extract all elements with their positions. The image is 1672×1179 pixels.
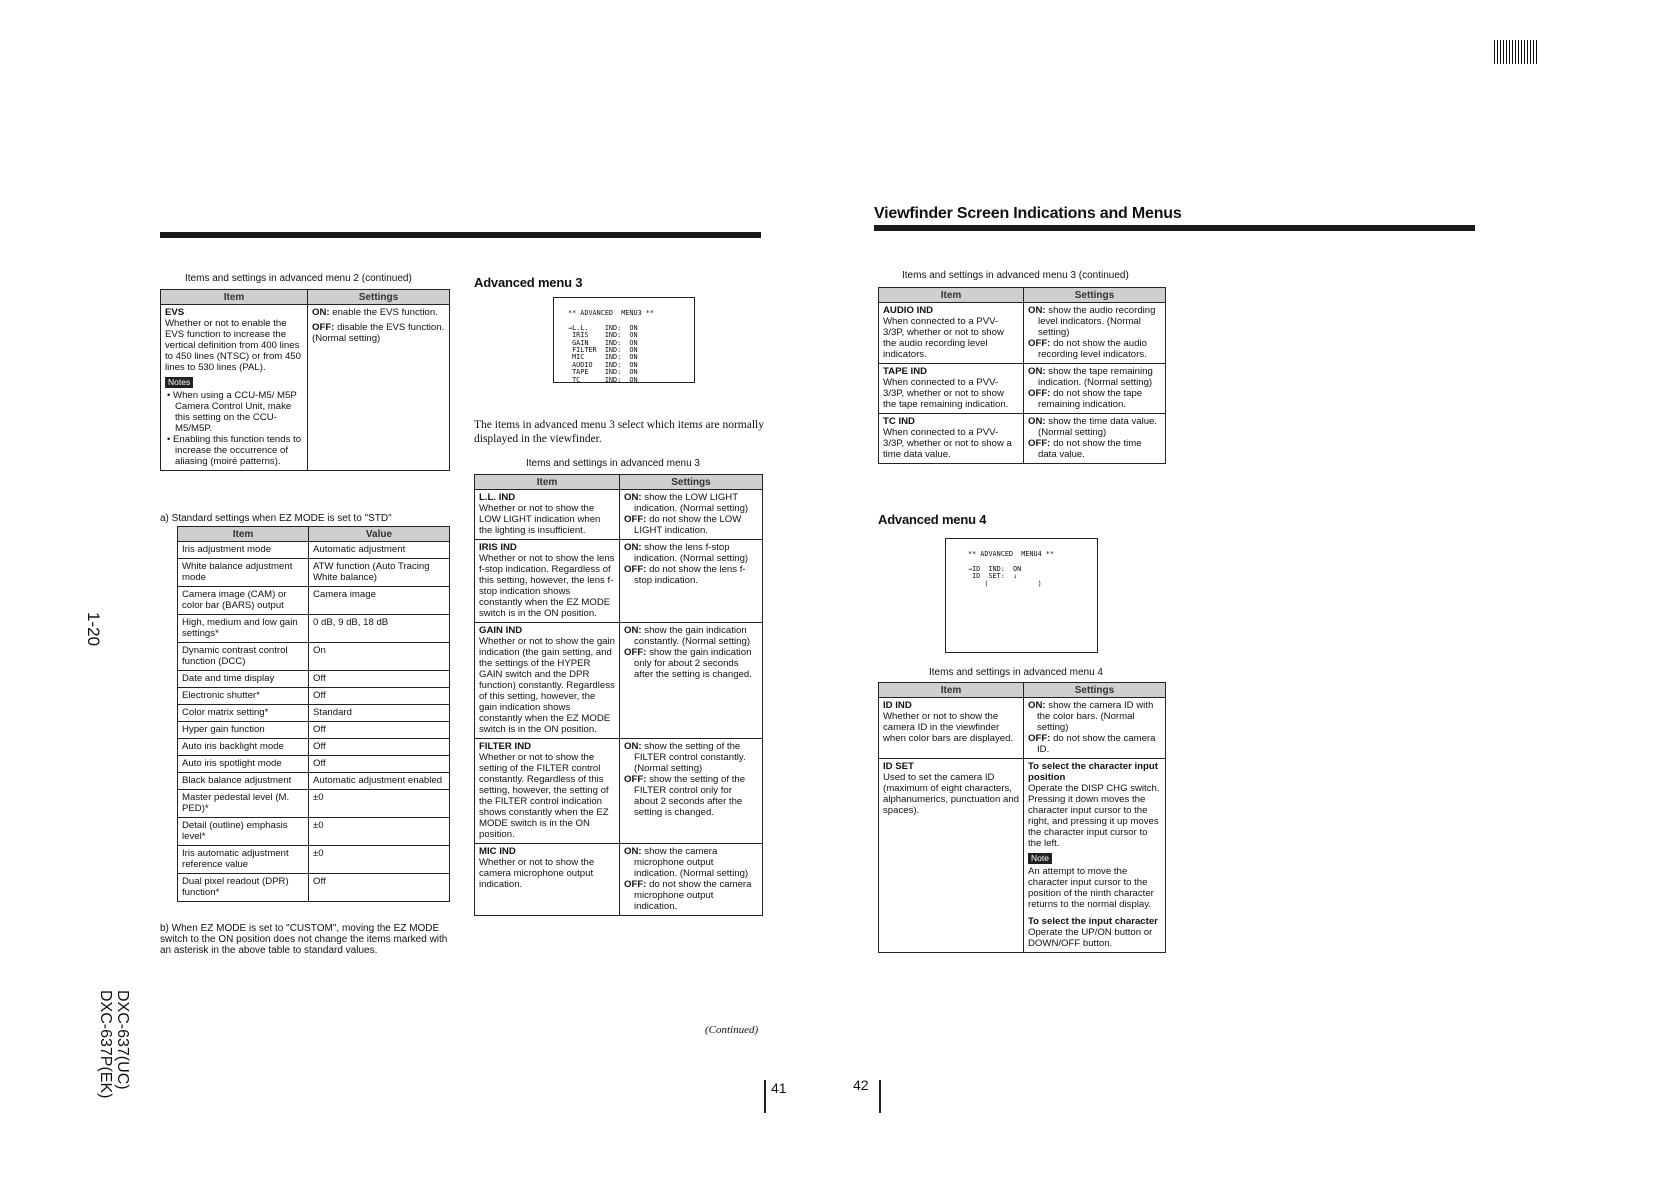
setting-on: ON: show the audio recording level indicators. (Normal setting) <box>1028 305 1156 338</box>
table-row <box>178 688 450 705</box>
select-character-text: Operate the UP/ON button or DOWN/OFF button. <box>1028 927 1153 949</box>
evs-settings-cell <box>308 305 450 471</box>
std-item-cell: Dynamic contrast control function (DCC) <box>178 643 309 671</box>
item-name: TAPE IND <box>883 366 928 377</box>
notes-label: Notes <box>165 377 193 388</box>
setting-off: OFF: do not show the camera ID. <box>1028 733 1156 755</box>
table-row <box>178 705 450 722</box>
settings-cell <box>620 739 763 844</box>
item-name: EVS <box>165 307 185 318</box>
std-item-cell: High, medium and low gain settings* <box>178 615 309 643</box>
standard-settings-table <box>177 526 450 902</box>
item-cell <box>475 739 620 844</box>
item-name: L.L. IND <box>479 492 516 503</box>
header-rule-left <box>160 232 761 238</box>
page-number-42: 42 <box>853 1077 869 1093</box>
menu4-table <box>878 682 1166 953</box>
setting-on: ON: show the camera ID with the color bars. (Normal setting) <box>1028 700 1154 733</box>
item-name: GAIN IND <box>479 625 523 636</box>
setting-on: ON: show the lens f-stop indication. (Normal setting) <box>624 542 749 564</box>
std-value-cell: ±0 <box>309 818 450 846</box>
item-description: When connected to a PVV-3/3P, whether or not to show the audio recording level indicators. <box>883 316 1004 360</box>
table-row <box>178 587 450 615</box>
column-header-item: Item <box>178 527 309 542</box>
std-value-cell: 0 dB, 9 dB, 18 dB <box>309 615 450 643</box>
header-rule-right <box>874 225 1475 231</box>
std-item-cell: Auto iris spotlight mode <box>178 756 309 773</box>
note-item: • Enabling this function tends to increase the occurrence of aliasing (moiré patterns). <box>167 434 302 467</box>
setting-on: ON: enable the EVS function. <box>312 307 438 318</box>
evs-item-cell <box>161 305 308 471</box>
settings-cell <box>620 844 763 916</box>
table-caption-menu4: Items and settings in advanced menu 4 <box>929 667 1103 678</box>
select-position-text-2: Pressing it down moves the character input cursor to the right, and pressing it up moves the character input cursor to the left. <box>1028 794 1159 849</box>
setting-off: OFF: do not show the audio recording level indicators. <box>1028 338 1147 360</box>
std-item-cell: Date and time display <box>178 671 309 688</box>
note-text: An attempt to move the character input cursor to the position of the ninth character returns to the normal display. <box>1028 866 1154 910</box>
std-item-cell: Iris adjustment mode <box>178 542 309 559</box>
std-value-cell: ATW function (Auto Tracing White balance) <box>309 559 450 587</box>
table-row <box>178 756 450 773</box>
setting-off: OFF: show the setting of the FILTER control only for about 2 seconds after the setting is changed. <box>624 774 746 818</box>
table-row <box>879 303 1166 364</box>
std-value-cell: Automatic adjustment enabled <box>309 773 450 790</box>
item-name: MIC IND <box>479 846 516 857</box>
page-header-title: Viewfinder Screen Indications and Menus <box>874 205 1182 222</box>
column-header-settings: Settings <box>1024 288 1166 303</box>
advanced-menu3-title: Advanced menu 3 <box>474 275 583 290</box>
setting-on: ON: show the camera microphone output indication. (Normal setting) <box>624 846 749 879</box>
item-description: Used to set the camera ID (maximum of eight characters, alphanumerics, punctuation and spaces). <box>883 772 1020 816</box>
item-cell <box>475 540 620 623</box>
menu4-screen-text: ** ADVANCED MENU4 ** →ID IND: ON ID SET: ↓ ( ) <box>968 550 1054 588</box>
barcode-mark <box>1494 40 1537 64</box>
std-item-cell: Auto iris backlight mode <box>178 739 309 756</box>
table-row <box>475 623 763 739</box>
setting-off: OFF: disable the EVS function. (Normal setting) <box>312 322 445 344</box>
std-value-cell: Off <box>309 671 450 688</box>
item-cell <box>879 303 1024 364</box>
item-description: When connected to a PVV-3/3P, whether or not to show a time data value. <box>883 427 1012 460</box>
std-value-cell: ±0 <box>309 790 450 818</box>
footnote-a: a) Standard settings when EZ MODE is set to "STD" <box>160 513 392 524</box>
std-value-cell: Off <box>309 722 450 739</box>
item-name: ID IND <box>883 700 912 711</box>
settings-cell <box>620 623 763 739</box>
std-value-cell: Camera image <box>309 587 450 615</box>
select-position-heading: To select the character input position <box>1028 761 1158 783</box>
table-row <box>178 773 450 790</box>
menu3-screen <box>553 297 695 383</box>
std-value-cell: Off <box>309 688 450 705</box>
column-header-settings: Settings <box>620 475 763 490</box>
std-item-cell: Master pedestal level (M. PED)* <box>178 790 309 818</box>
page-number-41: 41 <box>771 1080 787 1096</box>
std-item-cell: Electronic shutter* <box>178 688 309 705</box>
settings-cell <box>1024 364 1166 414</box>
setting-on: ON: show the LOW LIGHT indication. (Normal setting) <box>624 492 749 514</box>
menu3-screen-text: ** ADVANCED MENU3 ** →L.L. IND: ON IRIS IND: ON GAIN IND: ON FILTER IND: ON MIC IND: ON AUDIO IND: ON TAPE IND: ON TC IND: ON <box>568 309 654 384</box>
settings-cell <box>620 490 763 540</box>
column-header-value: Value <box>309 527 450 542</box>
menu3-intro-paragraph: The items in advanced menu 3 select which items are normally displayed in the viewfinder. <box>474 419 764 445</box>
table-row <box>178 542 450 559</box>
item-cell <box>475 844 620 916</box>
item-name: ID SET <box>883 761 914 772</box>
std-item-cell: Detail (outline) emphasis level* <box>178 818 309 846</box>
column-header-settings: Settings <box>1024 683 1166 698</box>
std-item-cell: Hyper gain function <box>178 722 309 739</box>
column-header-item: Item <box>879 288 1024 303</box>
item-name: FILTER IND <box>479 741 532 752</box>
item-name: IRIS IND <box>479 542 517 553</box>
page-divider-left <box>764 1080 766 1113</box>
std-item-cell: Dual pixel readout (DPR) function* <box>178 874 309 902</box>
item-name: TC IND <box>883 416 915 427</box>
column-header-item: Item <box>475 475 620 490</box>
advanced-menu4-title: Advanced menu 4 <box>878 512 987 527</box>
std-value-cell: Off <box>309 874 450 902</box>
std-item-cell: Camera image (CAM) or color bar (BARS) output <box>178 587 309 615</box>
setting-on: ON: show the setting of the FILTER control constantly. (Normal setting) <box>624 741 746 774</box>
side-model-label: DXC-637(UC) DXC-637P(EK) <box>97 990 131 1099</box>
table-row <box>178 818 450 846</box>
std-item-cell: White balance adjustment mode <box>178 559 309 587</box>
id-ind-item-cell <box>879 698 1024 759</box>
menu2-table <box>160 289 450 471</box>
menu4-screen <box>945 538 1098 653</box>
select-position-text: Operate the DISP CHG switch. <box>1028 783 1160 794</box>
item-cell <box>879 364 1024 414</box>
column-header-settings: Settings <box>308 290 450 305</box>
continued-label: (Continued) <box>705 1024 759 1036</box>
page-divider-right <box>879 1080 881 1113</box>
table-row <box>178 615 450 643</box>
item-description: Whether or not to show the gain indication (the gain setting, and the settings of the HYPER GAIN switch and the DPR function) constantly. Regardless of this setting, however, the gain indication shows constantly when the EZ MODE switch is in the ON position. <box>479 636 615 735</box>
table-row <box>178 559 450 587</box>
item-description: When connected to a PVV-3/3P, whether or not to show the tape remaining indication. <box>883 377 1009 410</box>
std-item-cell: Black balance adjustment <box>178 773 309 790</box>
id-ind-settings-cell <box>1024 698 1166 759</box>
menu3-continued-table <box>878 287 1166 464</box>
table-row <box>178 790 450 818</box>
footnote-b: b) When EZ MODE is set to "CUSTOM", moving the EZ MODE switch to the ON position does not change the items marked with an asterisk in the above table to standard values. <box>160 923 448 956</box>
table-row <box>178 671 450 688</box>
table-row <box>475 540 763 623</box>
table-row <box>178 846 450 874</box>
setting-on: ON: show the tape remaining indication. (Normal setting) <box>1028 366 1153 388</box>
setting-off: OFF: do not show the tape remaining indication. <box>1028 388 1143 410</box>
item-description: Whether or not to show the camera microphone output indication. <box>479 857 595 890</box>
table-row <box>879 364 1166 414</box>
std-value-cell: Standard <box>309 705 450 722</box>
menu3-table <box>474 474 763 916</box>
std-value-cell: On <box>309 643 450 671</box>
std-value-cell: Off <box>309 756 450 773</box>
note-label: Note <box>1028 853 1052 864</box>
item-description: Whether or not to show the LOW LIGHT indication when the lighting is insufficient. <box>479 503 601 536</box>
item-name: AUDIO IND <box>883 305 934 316</box>
table-row <box>178 874 450 902</box>
item-description: Whether or not to enable the EVS function to increase the vertical definition from 400 lines to 450 lines (NTSC) or from 450 lines to 530 lines (PAL). <box>165 318 301 373</box>
select-character-heading: To select the input character <box>1028 916 1158 927</box>
item-cell <box>475 623 620 739</box>
item-description: Whether or not to show the camera ID in the viewfinder when color bars are displayed. <box>883 711 1014 744</box>
side-page-number: 1-20 <box>84 612 103 647</box>
std-item-cell: Color matrix setting* <box>178 705 309 722</box>
table-row <box>178 722 450 739</box>
item-cell <box>475 490 620 540</box>
std-item-cell: Iris automatic adjustment reference value <box>178 846 309 874</box>
setting-on: ON: show the gain indication constantly. (Normal setting) <box>624 625 751 647</box>
setting-off: OFF: show the gain indication only for about 2 seconds after the setting is changed. <box>624 647 752 680</box>
settings-cell <box>1024 414 1166 464</box>
std-value-cell: Off <box>309 739 450 756</box>
table-caption-menu3: Items and settings in advanced menu 3 <box>526 458 700 469</box>
table-row <box>475 844 763 916</box>
id-set-item-cell <box>879 759 1024 953</box>
std-value-cell: Automatic adjustment <box>309 542 450 559</box>
table-caption-menu3-continued: Items and settings in advanced menu 3 (continued) <box>902 270 1129 281</box>
setting-off: OFF: do not show the time data value. <box>1028 438 1142 460</box>
setting-on: ON: show the time data value. (Normal setting) <box>1028 416 1158 438</box>
column-header-item: Item <box>879 683 1024 698</box>
table-row <box>178 643 450 671</box>
item-description: Whether or not to show the lens f-stop indication. Regardless of this setting, however, the lens f-stop indication shows constantly when the EZ MODE switch is in the ON position. <box>479 553 615 619</box>
setting-off: OFF: do not show the camera microphone output indication. <box>624 879 752 912</box>
table-row <box>475 490 763 540</box>
table-row <box>879 414 1166 464</box>
table-row <box>475 739 763 844</box>
table-row <box>178 739 450 756</box>
settings-cell <box>620 540 763 623</box>
setting-off: OFF: do not show the LOW LIGHT indication. <box>624 514 742 536</box>
std-value-cell: ±0 <box>309 846 450 874</box>
setting-off: OFF: do not show the lens f-stop indication. <box>624 564 746 586</box>
item-description: Whether or not to show the setting of the FILTER control constantly. Regardless of this setting, however, the setting of the FILTER control indication shows constantly when the EZ MODE switch is in the ON position. <box>479 752 609 840</box>
id-set-settings-cell <box>1024 759 1166 953</box>
table-caption-menu2: Items and settings in advanced menu 2 (continued) <box>185 273 412 284</box>
note-item: • When using a CCU-M5/ M5P Camera Control Unit, make this setting on the CCU-M5/M5P. <box>167 390 297 434</box>
settings-cell <box>1024 303 1166 364</box>
column-header-item: Item <box>161 290 308 305</box>
item-cell <box>879 414 1024 464</box>
